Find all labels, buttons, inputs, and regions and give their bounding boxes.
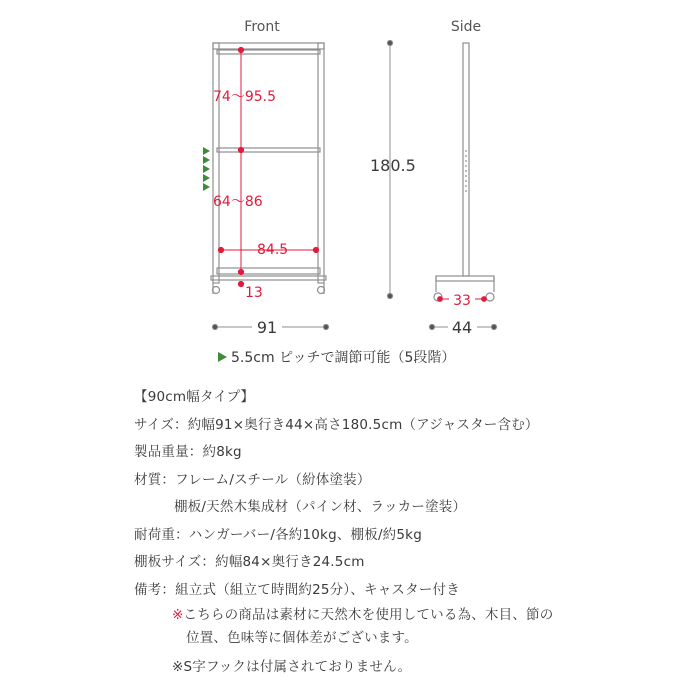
- dim-mid-section: 64〜86: [213, 194, 263, 210]
- triangle-right-icon: [203, 156, 210, 164]
- triangle-right-icon: [218, 352, 227, 362]
- triangle-right-icon: [203, 183, 210, 191]
- side-frame: [434, 43, 494, 301]
- pitch-note: 5.5cm ピッチで調節可能（5段階）: [231, 350, 456, 366]
- triangle-right-icon: [203, 147, 210, 155]
- spec-notes: 備考：組立式（組立て時間約25分）、キャスター付き: [134, 581, 460, 598]
- triangle-right-icon: [203, 174, 210, 182]
- dim-bottom: 13: [245, 285, 263, 301]
- side-view-label: Side: [450, 19, 482, 35]
- dim-shelf-width: 84.5: [257, 242, 289, 258]
- triangle-right-icon: [203, 165, 210, 173]
- spec-material-shelf: 棚板/天然木集成材（パイン材、ラッカー塗装）: [174, 499, 467, 515]
- spec-type-title: 【90cm幅タイプ】: [134, 389, 255, 405]
- dim-front-width: 91: [256, 318, 278, 337]
- spec-weight: 製品重量：約8kg: [134, 444, 242, 460]
- spec-size: サイズ：約幅91×奥行き44×高さ180.5cm（アジャスター含む）: [134, 416, 539, 433]
- dim-side-depth: 44: [451, 318, 473, 337]
- spec-shelf-size: 棚板サイズ：約幅84×奥行き24.5cm: [134, 554, 365, 570]
- note-wood-line-2: 位置、色味等に個体差がございます。: [186, 630, 418, 646]
- note-wood-line-1: こちらの商品は素材に天然木を使用している為、木目、節の: [183, 607, 554, 623]
- note-mark: ※: [172, 607, 184, 623]
- spec-note-hook: ※S字フックは付属されておりません。: [172, 659, 412, 675]
- spec-note-wood: [134, 604, 654, 627]
- spec-material: 材質：フレーム/スチール（紛体塗装）: [134, 471, 371, 488]
- spec-load: 耐荷重：ハンガーバー/各約10kg、棚板/約5kg: [134, 526, 422, 543]
- spec-list: [134, 384, 654, 679]
- pitch-arrows: [203, 147, 210, 191]
- dim-side-base: 33: [453, 293, 471, 309]
- dim-height: 180.5: [370, 156, 416, 175]
- dim-top-section: 74〜95.5: [213, 89, 276, 105]
- front-view-label: Front: [244, 19, 280, 35]
